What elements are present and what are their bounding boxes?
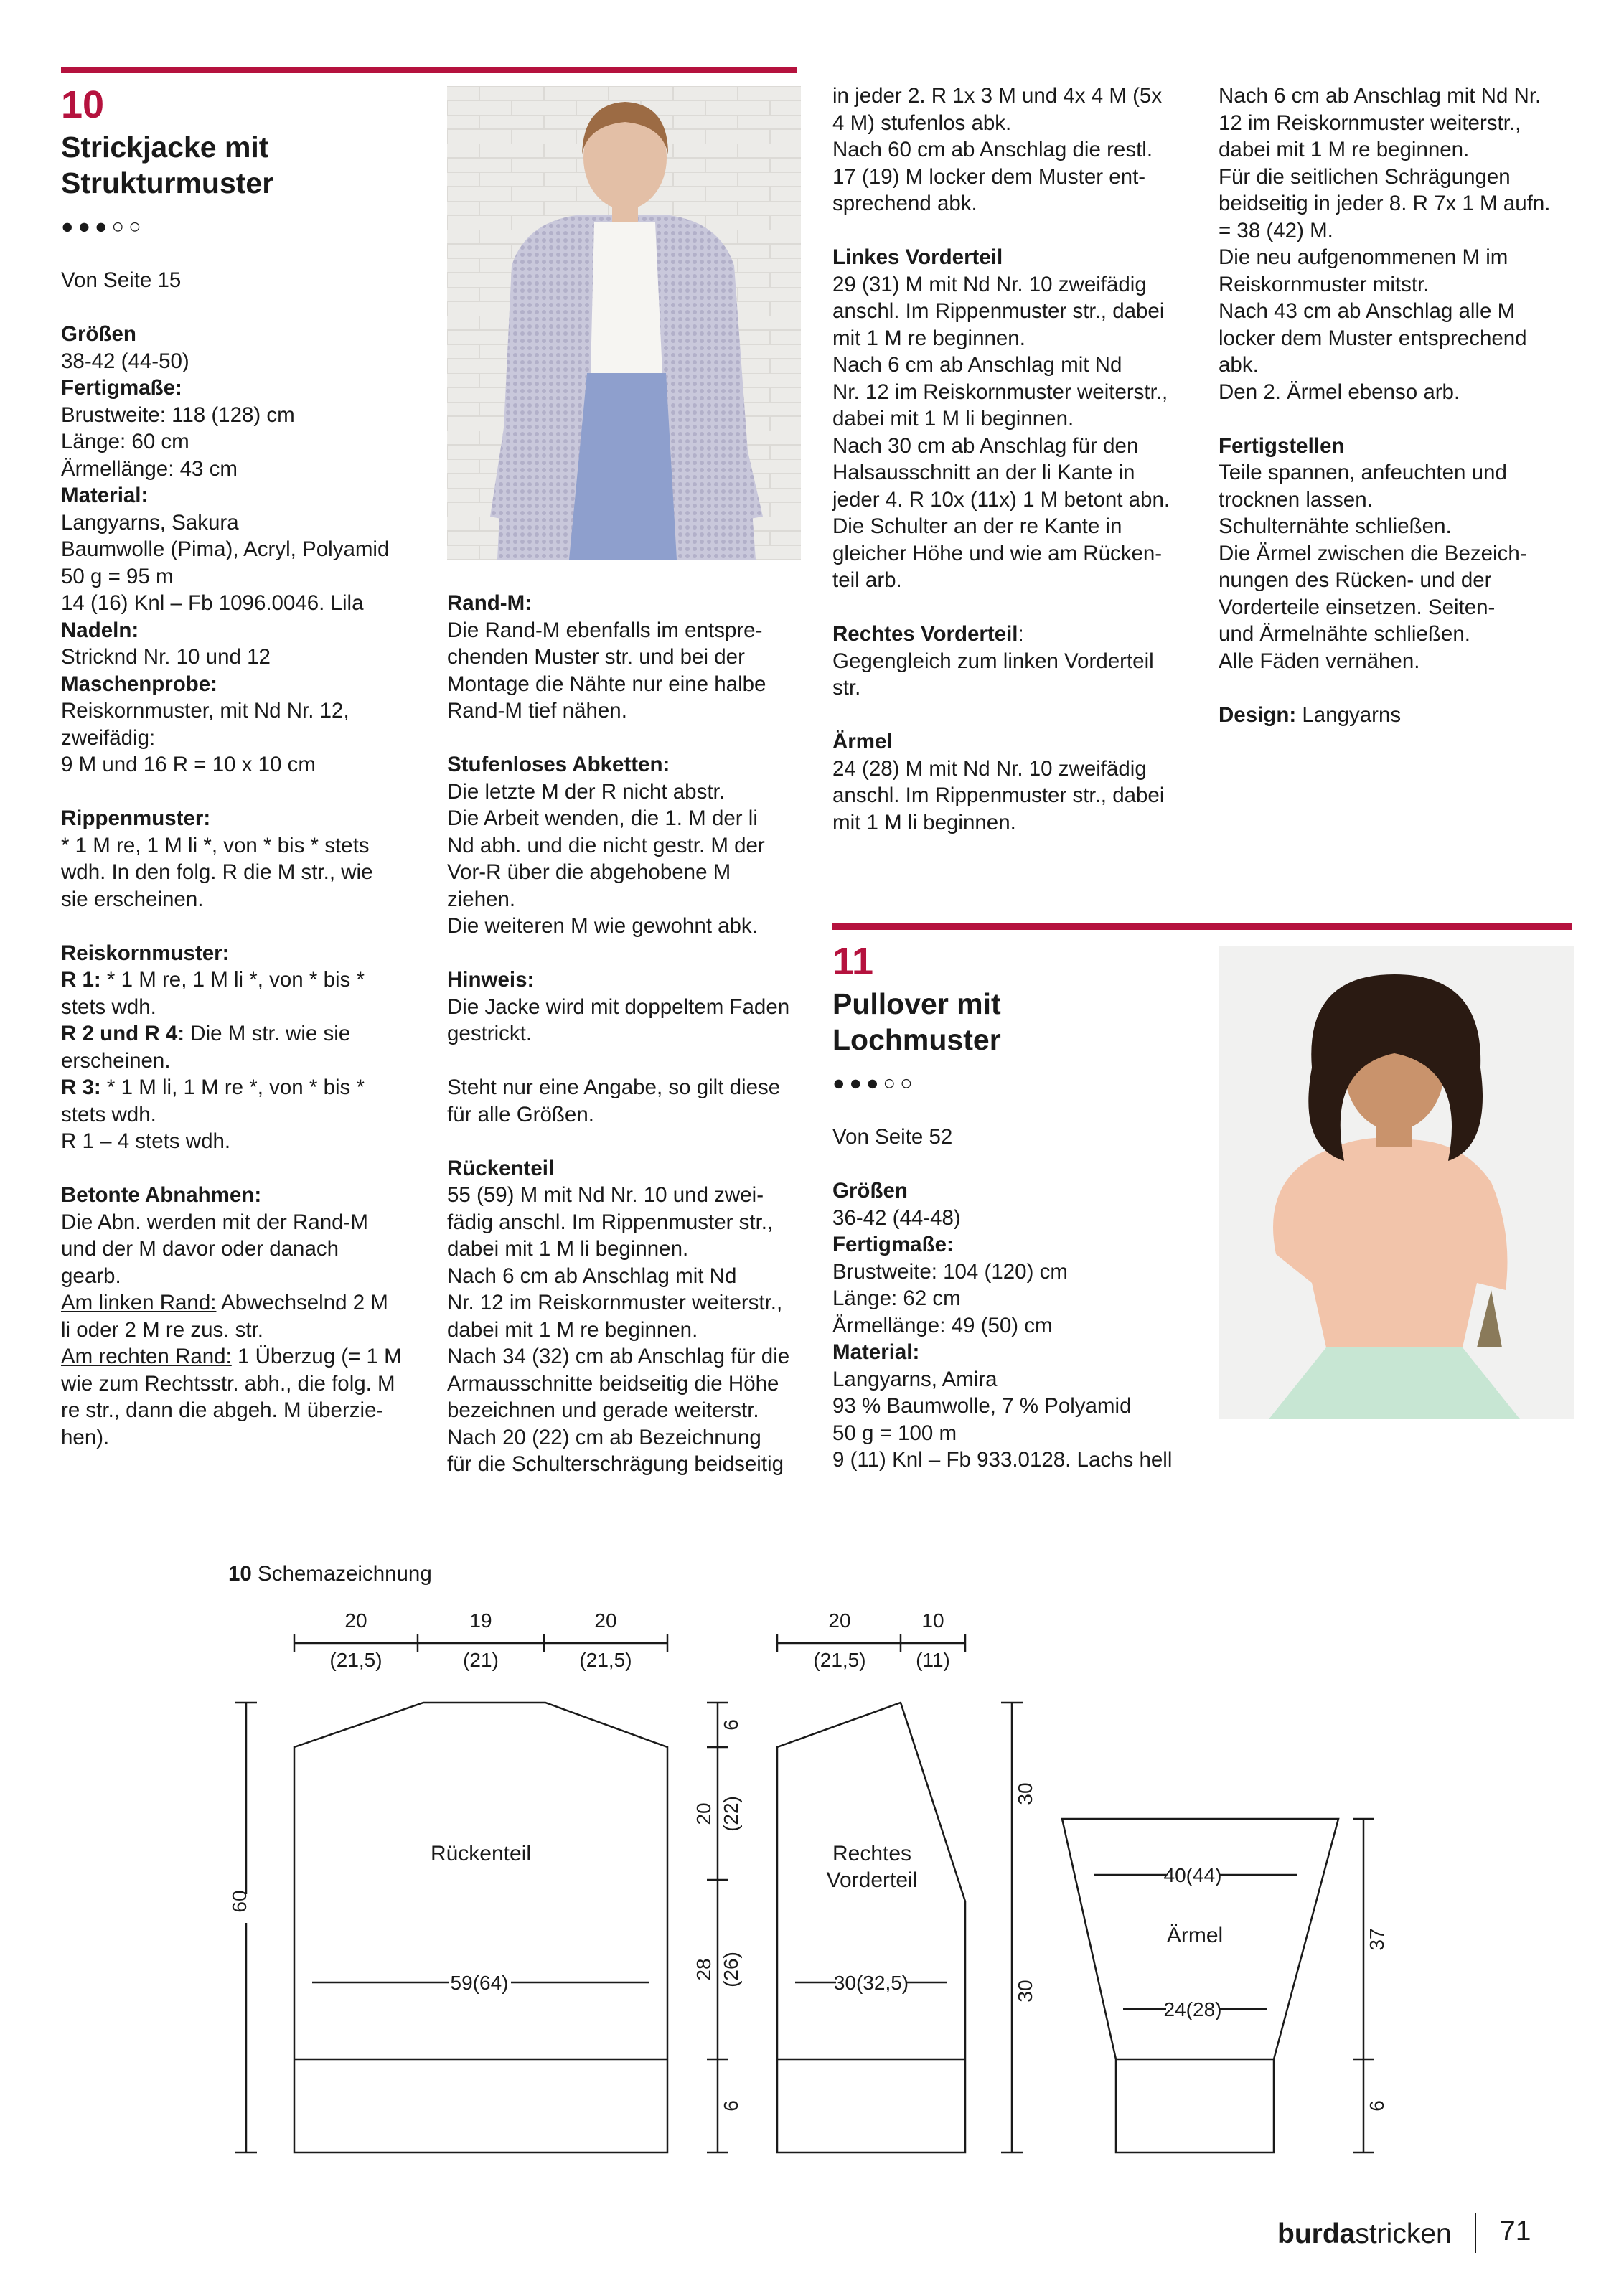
footer-divider	[1475, 2213, 1476, 2253]
footer-brand: burdastricken	[1277, 2219, 1452, 2249]
front-right-30a: 30	[1014, 1782, 1036, 1805]
back-right-6b: 6	[720, 2100, 742, 2112]
back-dim-top-3: 20	[594, 1609, 617, 1632]
back-dim-top2-2: (21)	[463, 1649, 499, 1671]
page-number: 71	[1500, 2216, 1531, 2246]
pattern-title: Strickjacke mit Strukturmuster	[61, 131, 274, 199]
back-right-28: 28	[693, 1958, 715, 1981]
back-right-20: 20	[693, 1802, 715, 1825]
front-dim-top2-2: (11)	[916, 1649, 950, 1671]
pattern-11-info: Von Seite 52 Größen 36-42 (44-48) Fertigmaße: Brustweite: 104 (120) cm Länge: 62 cm Ärmellänge: 49 (50) cm Material: Langyarns, Amira 93 % Baumwolle, 7 % Polyamid 50 g = 100 m 9 (11) Knl – Fb 933.0128. Lachs hell	[832, 1125, 1173, 1472]
front-dim-top-1: 20	[828, 1609, 851, 1632]
back-height-label: 60	[228, 1890, 250, 1913]
back-dim-top2-1: (21,5)	[329, 1649, 382, 1671]
sleeve-right-6: 6	[1366, 2100, 1388, 2112]
schema-label: 10 Schemazeichnung	[228, 1562, 432, 1586]
difficulty-rating: ●●●○○	[61, 215, 146, 238]
difficulty-rating-11: ●●●○○	[832, 1072, 917, 1095]
front-piece-name-2: Vorderteil	[826, 1868, 918, 1892]
sleeve-right-37: 37	[1366, 1928, 1388, 1951]
back-dim-top-1: 20	[344, 1609, 367, 1632]
back-right-22: (22)	[720, 1796, 742, 1832]
pattern-title-11: Pullover mit Lochmuster	[832, 987, 1001, 1056]
column-1: Von Seite 15 Größen 38-42 (44-50) Fertigmaße: Brustweite: 118 (128) cm Länge: 60 cm Ärmellänge: 43 cm Material: Langyarns, Sakura Baumwolle (Pima), Acryl, Polyamid 50 g = 95 m 14 (16) Knl – Fb 1096.0046. Lila Nadeln: Stricknd Nr. 10 und 12 Maschenprobe: Reiskornmuster, mit Nd Nr. 12, zweifädig: 9 M und 16 R = 10 x 10 cm Rippenmuster: * 1 M re, 1 M li *, von * bis * stets wdh. In den folg. R die M str., wie sie erscheinen. Reiskornmuster: R 1: * 1 M re, 1 M li *, von * bis * stets wdh. R 2 und R 4: Die M str. wie sie erscheinen. R 3: * 1 M li, 1 M re *, von * bis * stets wdh. R 1 – 4 stets wdh. Betonte Abnahmen: Die Abn. werden mit der Rand-M und der M davor oder danach gearb. Am linken Rand: Abwechselnd 2 M li oder 2 M re zus. str. Am rechten Rand: 1 Überzug (= 1 M wie zum Rechtsstr. abh., die folg. M re str., dann die abgeh. M überzie- hen).	[61, 268, 402, 1449]
back-right-6a: 6	[720, 1719, 742, 1731]
column-4: Nach 6 cm ab Anschlag mit Nd Nr. 12 im Reiskornmuster weiterstr., dabei mit 1 M re beginnen. Für die seitlichen Schrägungen beidseitig in jeder 8. R 7x 1 M aufn. = 38 (42) M. Die neu aufgenommenen M im Reiskornmuster mitstr. Nach 43 cm ab Anschlag alle M locker dem Muster entsprechend abk. Den 2. Ärmel ebenso arb. Fertigstellen Teile spannen, anfeuchten und trocknen lassen. Schulternähte schließen. Die Ärmel zwischen die Bezeich- nungen des Rücken- und der Vorderteile einsetzen. Seiten- und Ärmelnähte schließen. Alle Fäden vernähen. Design: Langyarns	[1219, 84, 1551, 727]
back-dim-top-2: 19	[469, 1609, 492, 1632]
sleeve-bottom-label: 24(28)	[1163, 1998, 1222, 2020]
pattern-number-11: 11	[832, 940, 874, 983]
back-piece-outline	[294, 1703, 667, 2152]
back-width-label: 59(64)	[450, 1972, 509, 1994]
front-dim-top2-1: (21,5)	[813, 1649, 866, 1671]
front-dim-top-2: 10	[921, 1609, 944, 1632]
sleeve-top-label: 40(44)	[1163, 1864, 1222, 1886]
front-piece-name-1: Rechtes	[832, 1842, 912, 1866]
column-2: Rand-M: Die Rand-M ebenfalls im entspre- chenden Muster str. und bei der Montage die Nähte nur eine halbe Rand-M tief nähen. Stufenloses Abketten: Die letzte M der R nicht abstr. Die Arbeit wenden, die 1. M der li Nd abh. und die nicht gestr. M der Vor-R über die abgehobene M ziehen. Die weiteren M wie gewohnt abk. Hinweis: Die Jacke wird mit doppeltem Faden gestrickt. Steht nur eine Angabe, so gilt diese für alle Größen. Rückenteil 55 (59) M mit Nd Nr. 10 und zwei- fädig anschl. Im Rippenmuster str., dabei mit 1 M li beginnen. Nach 6 cm ab Anschlag mit Nd Nr. 12 im Reiskornmuster weiterstr., dabei mit 1 M re beginnen. Nach 34 (32) cm ab Anschlag für die Armausschnitte beidseitig die Höhe bezeichnen und gerade weiterstr. Nach 20 (22) cm ab Bezeichnung für die Schulterschrägung beidseitig	[447, 591, 790, 1476]
sleeve-name: Ärmel	[1166, 1924, 1224, 1947]
front-piece-outline	[777, 1703, 965, 2152]
back-dim-top2-3: (21,5)	[579, 1649, 632, 1671]
back-right-26: (26)	[720, 1952, 742, 1987]
front-width-label: 30(32,5)	[833, 1972, 909, 1994]
back-piece-name: Rückenteil	[430, 1842, 532, 1866]
pattern-number: 10	[61, 83, 105, 126]
front-right-30b: 30	[1014, 1980, 1036, 2003]
column-3: in jeder 2. R 1x 3 M und 4x 4 M (5x 4 M) stufenlos abk. Nach 60 cm ab Anschlag die restl. 17 (19) M locker dem Muster ent- sprechend abk. Linkes Vorderteil 29 (31) M mit Nd Nr. 10 zweifädig anschl. Im Rippenmuster str., dabei mit 1 M re beginnen. Nach 6 cm ab Anschlag mit Nd Nr. 12 im Reiskornmuster weiterstr., dabei mit 1 M li beginnen. Nach 30 cm ab Anschlag für den Halsausschnitt an der li Kante in jeder 4. R 10x (11x) 1 M betont abn. Die Schulter an der re Kante in gleicher Höhe und wie am Rücken- teil arb. Rechtes Vorderteil: Gegengleich zum linken Vorderteil str. Ärmel 24 (28) M mit Nd Nr. 10 zweifädig anschl. Im Rippenmuster str., dabei mit 1 M li beginnen.	[832, 84, 1170, 834]
